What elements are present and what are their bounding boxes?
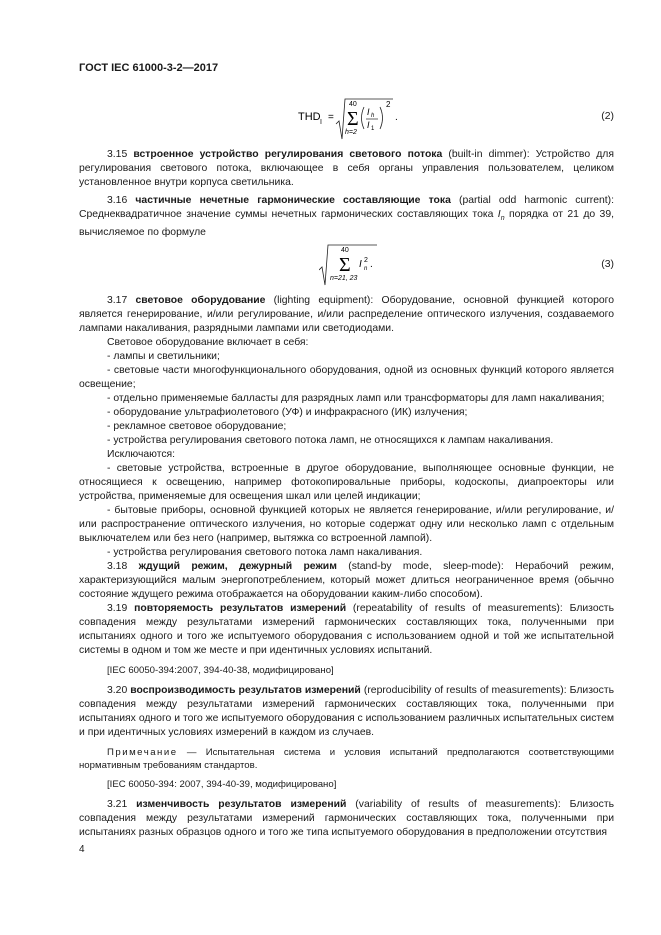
thd-sub: I bbox=[320, 119, 322, 126]
page-number: 4 bbox=[79, 844, 85, 855]
term-3-21: изменчивость результатов измерений bbox=[136, 799, 347, 811]
exclude-item: - бытовые приборы, основной функцией которых не является генерирование, и/или регулирование, и/или распространение оптического излучения, но которые содержат одну или несколько ламп с отдельным выключателем или без него (например, вытяжка со встроенной лампой). bbox=[79, 505, 614, 545]
reference-3-20: [IEC 60050-394: 2007, 394-40-39, модифицировано] bbox=[107, 779, 337, 791]
power: 2 bbox=[386, 100, 391, 109]
power-2: 2 bbox=[364, 257, 368, 265]
thd-label: THD bbox=[298, 111, 321, 123]
equation-number-2: (2) bbox=[601, 111, 614, 122]
reference-3-19: [IEC 60050-394:2007, 394-40-38, модифицировано] bbox=[107, 665, 334, 677]
standard-header: ГОСТ IEC 61000-3-2—2017 bbox=[79, 62, 219, 74]
term-3-19: повторяемость результатов измерений bbox=[134, 603, 347, 615]
term-3-15: встроенное устройство регулирования светового потока bbox=[133, 149, 443, 160]
include-item: - рекламное световое оборудование; bbox=[107, 421, 287, 433]
include-item: - оборудование ультрафиолетового (УФ) и инфракрасного (ИК) излучения; bbox=[107, 407, 468, 419]
document-body bbox=[79, 96, 614, 840]
formula-end: . bbox=[395, 112, 398, 123]
right-paren bbox=[380, 107, 383, 129]
var-in-sub: n bbox=[364, 266, 368, 273]
include-item: - устройства регулирования светового потока ламп, не относящихся к лампам накаливания. bbox=[107, 435, 554, 447]
formula-2 bbox=[79, 96, 614, 142]
section-3-17: 3.17 световое оборудование (lighting equipment): Оборудование, основной функцией которого является генерирование, и/или регулирование, и/или распределение оптического излучения, создаваемого лампами накаливания, разрядными лампами или светодиодами. bbox=[79, 295, 614, 335]
var-in: I bbox=[359, 259, 362, 271]
sigma: Σ bbox=[347, 108, 359, 130]
exclude-item: - световые устройства, встроенные в другое оборудование, выполняющее основные функции, не относящиеся к освещению, например фотокопировальные приборы, кодоскопы, диапроекторы или устройства, применяемые для освещения шкал или целей индикации; bbox=[79, 463, 614, 503]
sum-upper: 40 bbox=[349, 101, 357, 108]
thd-formula bbox=[298, 96, 398, 142]
left-paren bbox=[362, 107, 365, 129]
equation-number-3: (3) bbox=[601, 259, 614, 271]
include-item: - отдельно применяемые балласты для разрядных ламп или трансформаторы для ламп накаливания; bbox=[107, 393, 605, 405]
section-3-21: 3.21 изменчивость результатов измерений (variability of results of measurements): Близость совпадения между результатами измерений гармонических составляющих тока, полученными при испытаниях разных образцов одного и того же типа испытуемого оборудования в предположении отсутствия bbox=[79, 799, 614, 839]
partial-harmonic-formula bbox=[319, 240, 399, 286]
term-3-18: ждущий режим, дежурный режим bbox=[138, 561, 337, 573]
numerator: I bbox=[367, 107, 370, 117]
includes-intro: Световое оборудование включает в себя: bbox=[107, 337, 309, 349]
sigma-2: Σ bbox=[339, 254, 351, 277]
sum2-lower: n=21, 23 bbox=[330, 275, 358, 283]
section-3-15: 3.15 встроенное устройство регулирования светового потока (built-in dimmer): Устройство для регулирования светового потока, включающее в себя органы управления пользователем, целиком установленное внутри корпуса светильника. bbox=[79, 149, 614, 188]
section-3-18: 3.18 ждущий режим, дежурный режим (stand-by mode, sleep-mode): Нерабочий режим, характеризующийся малым энергопотреблением, который может длиться неограниченное время (обычно состояние ждущего режима отображается на оборудовании каким-либо способом). bbox=[79, 561, 615, 601]
term-3-16: частичные нечетные гармонические составляющие тока bbox=[135, 195, 451, 206]
numerator-sub: h bbox=[371, 113, 375, 119]
section-3-16: 3.16 частичные нечетные гармонические составляющие тока (partial odd harmonic current): Среднеквадратичное значение суммы нечетных гармонических составляющих тока $I_n$ порядка от 21 до 39, вычисляемое по формуле bbox=[79, 195, 614, 239]
sum-lower: h=2 bbox=[345, 129, 357, 136]
include-item: - лампы и светильники; bbox=[107, 351, 220, 363]
equals-sign: = bbox=[328, 112, 334, 123]
exclude-item: - устройства регулирования светового потока ламп накаливания. bbox=[107, 547, 423, 559]
section-3-19: 3.19 повторяемость результатов измерений (repeatability of results of measurements): Близость совпадения между результатами измерений гармонических составляющих тока, полученными при испытаниях одного и того же испытуемого оборудования с использованием одной и той же испытательной системы в одном и том же месте и при идентичных условиях испытаний. bbox=[79, 603, 614, 657]
note-3-20: Примечание — Испытательная система и условия испытаний предполагаются соответствующими нормативным требованиям стандартов. bbox=[79, 747, 614, 772]
svg-text:THD bbox=[298, 111, 321, 123]
term-3-17: световое оборудование bbox=[135, 295, 266, 307]
denominator: I bbox=[367, 120, 370, 130]
formula-3 bbox=[79, 240, 614, 288]
section-3-20: 3.20 воспроизводимость результатов измерений (reproducibility of results of measurements): Близость совпадения между результатами измерений гармонических составляющих тока, полученными при испытаниях одного и того же испытуемого оборудования с использованием различных испытательных систем и при идентичных условиях измерений в каждом из случаев. bbox=[79, 685, 614, 739]
include-item: - световые части многофункционального оборудования, одной из основных функций которого является освещение; bbox=[79, 365, 614, 391]
formula2-end: . bbox=[370, 259, 373, 271]
note-label: Примечание bbox=[107, 747, 178, 759]
denominator-sub: 1 bbox=[371, 126, 375, 132]
sum2-upper: 40 bbox=[341, 247, 349, 255]
excludes-intro: Исключаются: bbox=[107, 449, 176, 461]
term-3-20: воспроизводимость результатов измерений bbox=[130, 685, 361, 697]
